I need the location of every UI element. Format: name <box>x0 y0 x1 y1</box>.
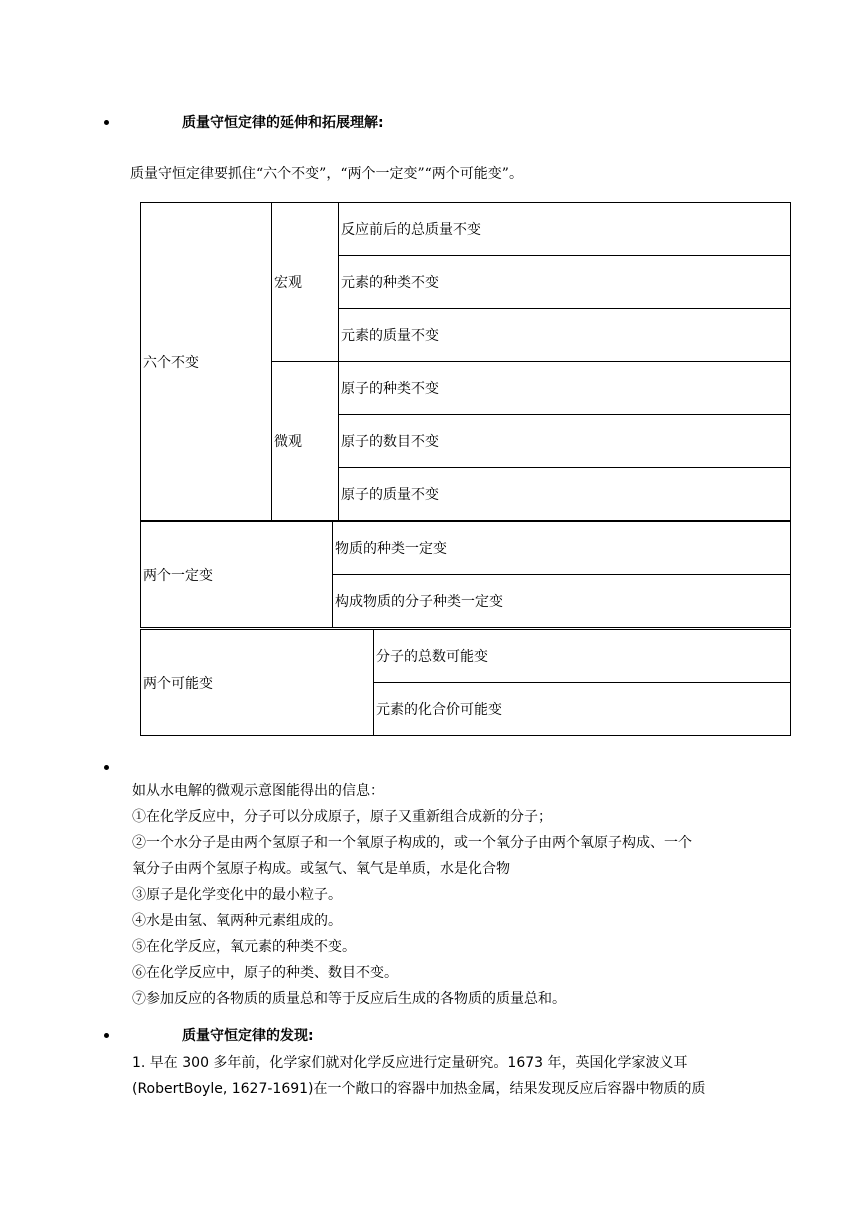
text-line: ②一个水分子是由两个氢原子和一个氧原子构成的，或一个氧分子由两个氧原子构成、一个 <box>132 835 692 851</box>
table-cell: 原子的种类不变 <box>339 362 791 415</box>
bullet <box>104 1033 109 1038</box>
section-heading-discovery: 质量守恒定律的发现: <box>182 1028 314 1044</box>
table-cell: 物质的种类一定变 <box>333 522 791 575</box>
table-cell: 构成物质的分子种类一定变 <box>333 575 791 628</box>
bullet <box>104 120 109 125</box>
section-heading-extension: 质量守恒定律的延伸和拓展理解: <box>182 115 384 131</box>
two-may-change-label: 两个可能变 <box>141 630 374 736</box>
text-line: ⑥在化学反应中，原子的种类、数目不变。 <box>132 965 398 981</box>
two-may-change-table <box>140 629 791 736</box>
text-line: ⑦参加反应的各物质的质量总和等于反应后生成的各物质的质量总和。 <box>132 991 566 1007</box>
table-cell: 分子的总数可能变 <box>374 630 791 683</box>
two-must-change-label: 两个一定变 <box>141 522 333 628</box>
text-line: ④水是由氢、氧两种元素组成的。 <box>132 913 342 929</box>
two-must-change-table <box>140 521 791 628</box>
table-cell: 原子的数目不变 <box>339 415 791 468</box>
text-line: 1. 早在 300 多年前，化学家们就对化学反应进行定量研究。1673 年，英国化学家波义耳 <box>132 1055 688 1071</box>
table-cell: 元素的化合价可能变 <box>374 683 791 736</box>
table-cell: 元素的质量不变 <box>339 309 791 362</box>
table-cell: 元素的种类不变 <box>339 256 791 309</box>
text-line: ⑤在化学反应，氧元素的种类不变。 <box>132 939 356 955</box>
text-line: 氧分子由两个氢原子构成。或氢气、氧气是单质，水是化合物 <box>132 861 510 877</box>
intro-text: 质量守恒定律要抓住“六个不变”，“两个一定变”“两个可能变”。 <box>130 166 523 182</box>
six-unchanged-label: 六个不变 <box>141 203 272 521</box>
table-cell: 反应前后的总质量不变 <box>339 203 791 256</box>
macro-label: 宏观 <box>272 203 339 362</box>
text-line: ①在化学反应中，分子可以分成原子，原子又重新组合成新的分子； <box>132 809 552 825</box>
bullet <box>104 765 109 770</box>
six-unchanged-table <box>140 202 791 521</box>
text-line: (RobertBoyle, 1627-1691)在一个敞口的容器中加热金属，结果发现反应后容器中物质的质 <box>132 1081 706 1097</box>
micro-label: 微观 <box>272 362 339 521</box>
text-line: ③原子是化学变化中的最小粒子。 <box>132 887 342 903</box>
text-line: 如从水电解的微观示意图能得出的信息： <box>132 783 384 799</box>
table-cell: 原子的质量不变 <box>339 468 791 521</box>
